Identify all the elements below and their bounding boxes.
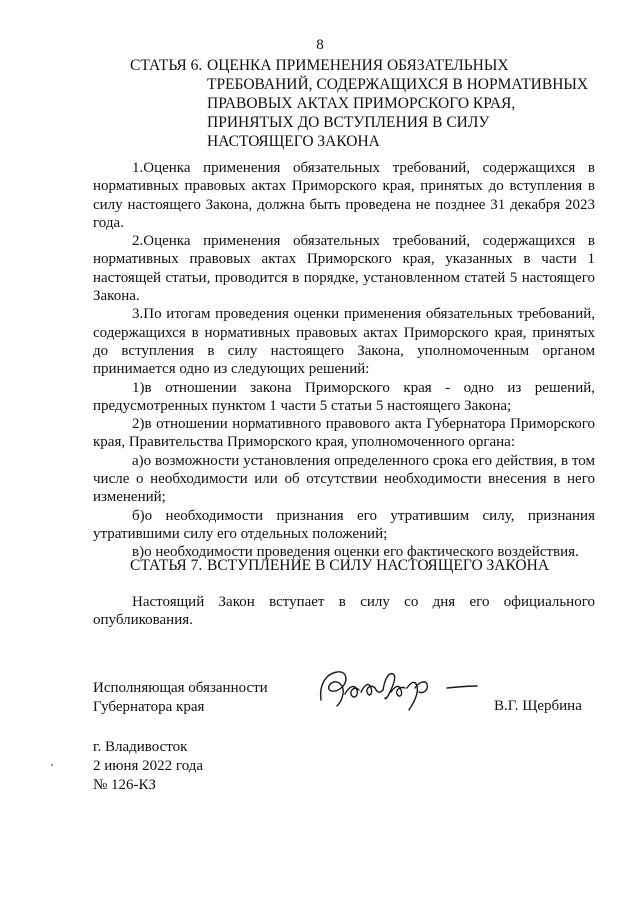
article-7-title: ВСТУПЛЕНИЕ В СИЛУ НАСТОЯЩЕГО ЗАКОНА <box>207 557 550 574</box>
handwritten-signature <box>315 664 490 714</box>
article-6-paragraph: 2)в отношении нормативного правового акта Губернатора Приморского края, Правительства Приморского края, уполномоченного органа: <box>93 416 595 451</box>
page-number: 8 <box>316 37 324 53</box>
signing-date: 2 июня 2022 года <box>93 758 204 774</box>
article-6-body <box>93 159 595 562</box>
article-7-body <box>93 593 595 630</box>
article-6-paragraph: б)о необходимости признания его утратившим силу, признания утратившими силу его отдельных положений; <box>93 507 595 542</box>
article-6-paragraph: 2.Оценка применения обязательных требований, содержащихся в нормативных правовых актах Приморского края, указанных в части 1 настоящей статьи, проводится в порядке, установленном статей 5 настоящего Закона. <box>93 233 595 305</box>
article-7-number: СТАТЬЯ 7. <box>130 557 203 574</box>
place-of-signing: г. Владивосток <box>93 739 188 755</box>
article-6-title: ОЦЕНКА ПРИМЕНЕНИЯ ОБЯЗАТЕЛЬНЫХ ТРЕБОВАНИЙ, СОДЕРЖАЩИХСЯ В НОРМАТИВНЫХ ПРАВОВЫХ АКТАХ ПРИМОРСКОГО КРАЯ, ПРИНЯТЫХ ДО ВСТУПЛЕНИЯ В СИЛУ НАСТОЯЩЕГО ЗАКОНА <box>207 57 589 150</box>
article-6-paragraph: 3.По итогам проведения оценки применения обязательных требований, содержащихся в нормативных правовых актах Приморского края, принятых до вступления в силу настоящего Закона, уполномоченным органом принимается одно из следующих решений: <box>93 306 595 378</box>
article-6-number: СТАТЬЯ 6. <box>130 57 203 74</box>
article-6-paragraph: в)о необходимости проведения оценки его фактического воздействия. <box>132 544 579 561</box>
signatory-position-line: Губернатора края <box>93 699 205 715</box>
document-footer <box>93 738 203 795</box>
article-7-paragraph: Настоящий Закон вступает в силу со дня его официального опубликования. <box>93 594 595 629</box>
article-6-paragraph: а)о возможности установления определенного срока его действия, в том числе о необходимости или об отсутствии необходимости внесения в него изменений; <box>93 452 595 506</box>
article-7-heading <box>130 556 600 575</box>
law-number: № 126-КЗ <box>93 777 157 793</box>
signatory-name: В.Г. Щербина <box>494 698 582 714</box>
signatory-position-line: Исполняющая обязанности <box>93 680 268 696</box>
article-6-paragraph: 1.Оценка применения обязательных требований, содержащихся в нормативных правовых актах Приморского края, принятых до вступления в силу настоящего Закона, должна быть проведена не позднее 31 декабря 2023 года. <box>93 160 595 231</box>
scan-speck <box>51 764 53 766</box>
article-6-paragraph: 1)в отношении закона Приморского края - одно из решений, предусмотренных пунктом 1 части 5 статьи 5 настоящего Закона; <box>93 379 595 414</box>
article-6-heading <box>130 56 600 151</box>
signatory-position <box>93 679 268 717</box>
